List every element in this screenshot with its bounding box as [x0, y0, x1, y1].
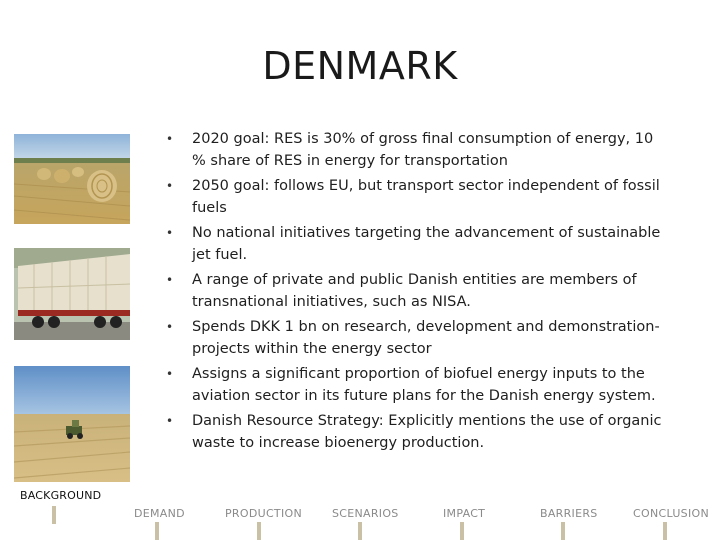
- bullet-item: [166, 223, 671, 266]
- bullet-item: [166, 364, 671, 407]
- bullet-text: No national initiatives targeting the advancement of sustainable jet fuel.: [192, 225, 661, 263]
- bullet-item: [166, 411, 671, 454]
- nav-item-production[interactable]: PRODUCTION: [225, 507, 302, 520]
- bullet-text: Assigns a significant proportion of biofuel energy inputs to the aviation sector in its future plans for the Danish energy system.: [192, 366, 656, 404]
- nav-tick: [257, 522, 261, 540]
- bullet-dot: •: [166, 132, 174, 146]
- harvest-field-photo: [14, 366, 130, 482]
- bullet-item: [166, 270, 671, 313]
- nav-current-section: BACKGROUND: [20, 489, 102, 502]
- bullet-dot: •: [166, 179, 174, 193]
- nav-tick: [358, 522, 362, 540]
- nav-tick: [460, 522, 464, 540]
- bullet-text: Danish Resource Strategy: Explicitly mentions the use of organic waste to increase bioenergy production.: [192, 413, 662, 451]
- bullet-dot: •: [166, 414, 174, 428]
- bullet-dot: •: [166, 226, 174, 240]
- bullet-dot: •: [166, 273, 174, 287]
- bullet-text: 2020 goal: RES is 30% of gross final consumption of energy, 10 % share of RES in energy for transportation: [192, 131, 654, 169]
- bullet-text: A range of private and public Danish entities are members of transnational initiatives, such as NISA.: [192, 272, 637, 310]
- nav-item-demand[interactable]: DEMAND: [134, 507, 185, 520]
- bullet-item: [166, 317, 671, 360]
- bullet-dot: •: [166, 367, 174, 381]
- nav-item-barriers[interactable]: BARRIERS: [540, 507, 598, 520]
- slide-title: DENMARK: [262, 44, 458, 88]
- nav-item-conclusion[interactable]: CONCLUSION: [633, 507, 709, 520]
- nav-item-scenarios[interactable]: SCENARIOS: [332, 507, 399, 520]
- nav-tick: [663, 522, 667, 540]
- straw-truck-photo: [14, 248, 130, 340]
- bullet-dot: •: [166, 320, 174, 334]
- bullet-item: [166, 176, 671, 219]
- bullet-item: [166, 129, 671, 172]
- nav-tick: [155, 522, 159, 540]
- nav-tick: [52, 506, 56, 524]
- nav-item-impact[interactable]: IMPACT: [443, 507, 486, 520]
- bullet-text: Spends DKK 1 bn on research, development and demonstration-projects within the energy sector: [192, 319, 660, 357]
- hay-bales-field-photo: [14, 134, 130, 224]
- bullet-text: 2050 goal: follows EU, but transport sector independent of fossil fuels: [192, 178, 660, 216]
- nav-tick: [561, 522, 565, 540]
- bullet-list: [166, 129, 671, 458]
